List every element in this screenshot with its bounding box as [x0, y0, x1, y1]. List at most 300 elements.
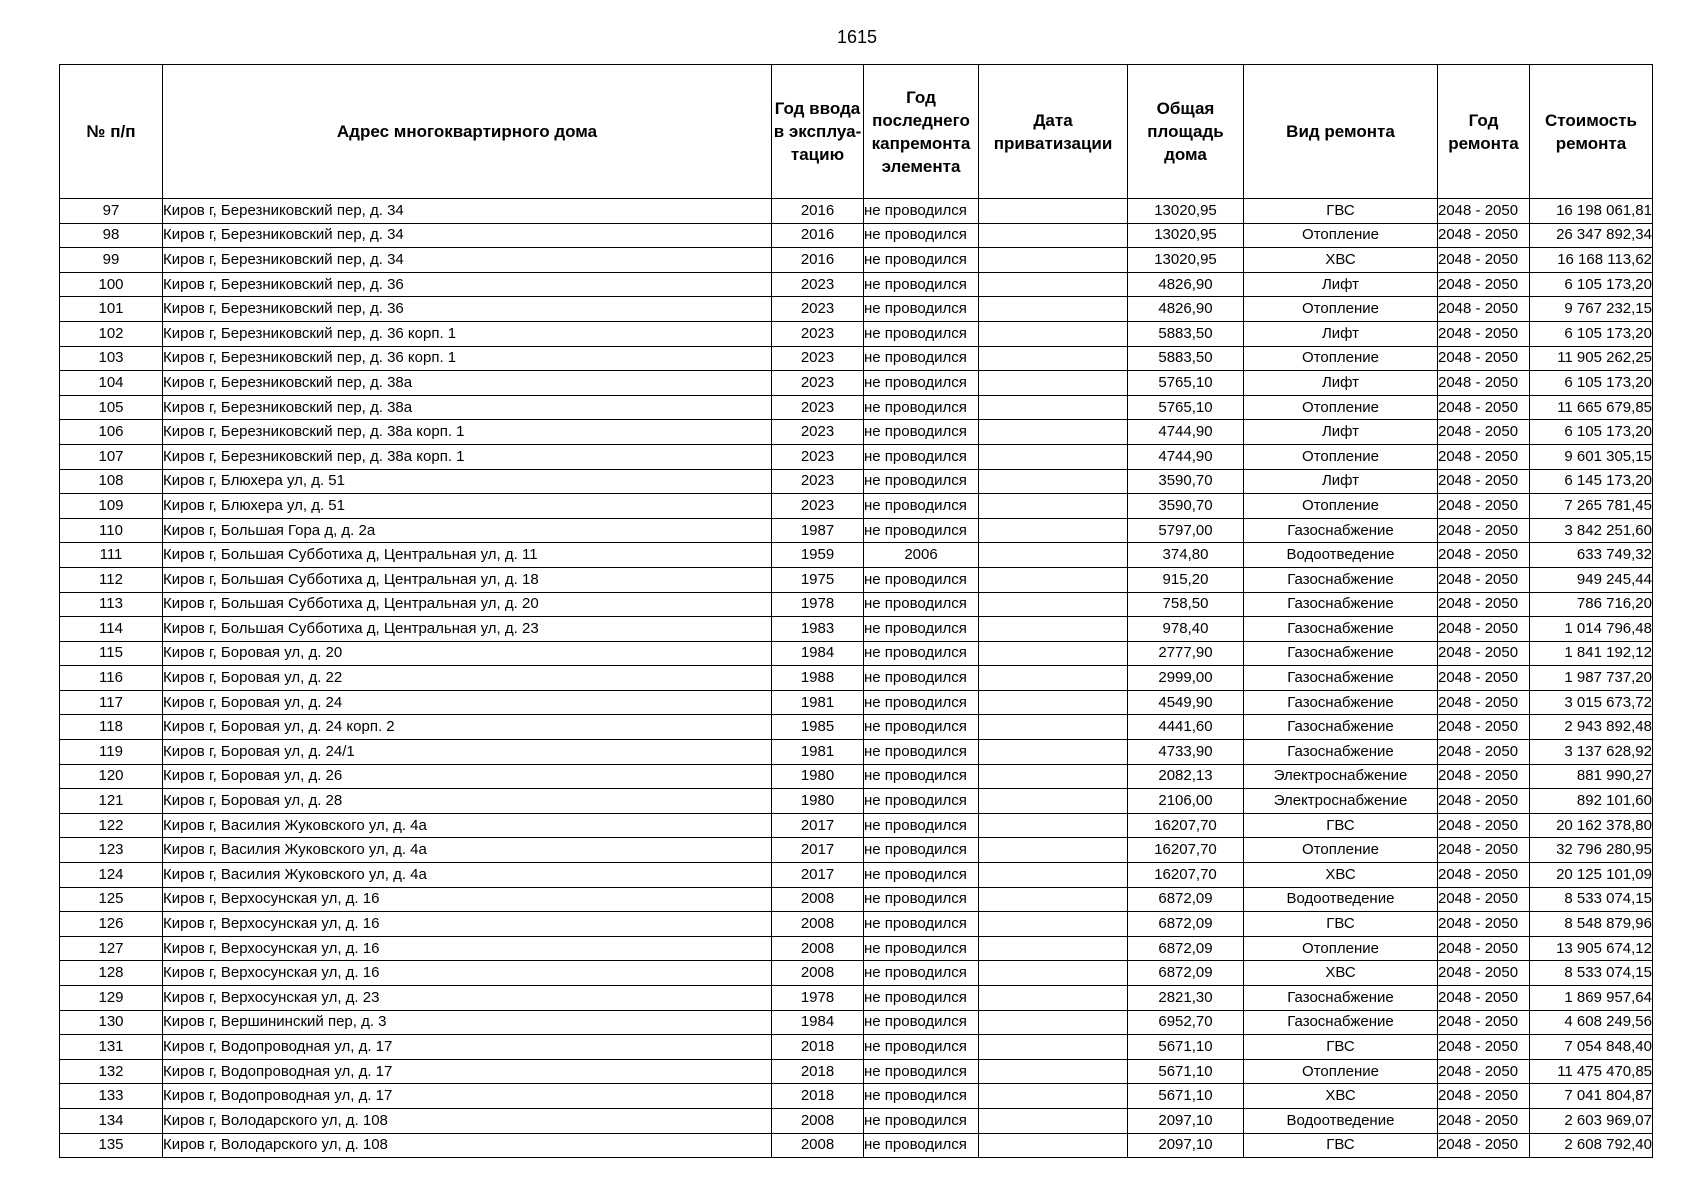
- cell-privatization: [979, 592, 1128, 617]
- cell-address: Киров г, Володарского ул, д. 108: [163, 1108, 772, 1133]
- cell-year-built: 2018: [772, 1035, 864, 1060]
- page-number: 1615: [836, 27, 878, 47]
- table-row: [60, 346, 1653, 371]
- cell-repair-year: 2048 - 2050: [1438, 1133, 1530, 1158]
- cell-year-built: 2023: [772, 420, 864, 445]
- cell-repair-year: 2048 - 2050: [1438, 567, 1530, 592]
- cell-year-built: 1980: [772, 764, 864, 789]
- cell-year-built: 2023: [772, 297, 864, 322]
- cell-num: 126: [60, 912, 163, 937]
- cell-year-built: 1988: [772, 666, 864, 691]
- cell-privatization: [979, 813, 1128, 838]
- cell-num: 131: [60, 1035, 163, 1060]
- cell-repair-type: Газоснабжение: [1244, 986, 1438, 1011]
- cell-cost: 11 475 470,85: [1530, 1059, 1653, 1084]
- cell-address: Киров г, Боровая ул, д. 28: [163, 789, 772, 814]
- table-row: [60, 543, 1653, 568]
- cell-address: Киров г, Березниковский пер, д. 34: [163, 223, 772, 248]
- cell-repair-type: Лифт: [1244, 420, 1438, 445]
- cell-num: 100: [60, 272, 163, 297]
- cell-area: 2777,90: [1128, 641, 1244, 666]
- cell-repair-year: 2048 - 2050: [1438, 813, 1530, 838]
- cell-privatization: [979, 887, 1128, 912]
- cell-num: 121: [60, 789, 163, 814]
- header-repair-type: Вид ремонта: [1244, 65, 1438, 199]
- cell-cost: 3 137 628,92: [1530, 740, 1653, 765]
- cell-cost: 2 943 892,48: [1530, 715, 1653, 740]
- cell-cost: 9 601 305,15: [1530, 444, 1653, 469]
- cell-repair-year: 2048 - 2050: [1438, 321, 1530, 346]
- cell-area: 13020,95: [1128, 248, 1244, 273]
- cell-repair-year: 2048 - 2050: [1438, 936, 1530, 961]
- cell-year-built: 1978: [772, 592, 864, 617]
- cell-cost: 7 041 804,87: [1530, 1084, 1653, 1109]
- cell-num: 101: [60, 297, 163, 322]
- cell-address: Киров г, Верхосунская ул, д. 16: [163, 887, 772, 912]
- table-row: [60, 199, 1653, 224]
- cell-address: Киров г, Боровая ул, д. 24 корп. 2: [163, 715, 772, 740]
- cell-area: 5671,10: [1128, 1084, 1244, 1109]
- cell-num: 108: [60, 469, 163, 494]
- cell-privatization: [979, 740, 1128, 765]
- cell-repair-type: Газоснабжение: [1244, 592, 1438, 617]
- cell-area: 978,40: [1128, 617, 1244, 642]
- cell-last-repair: не проводился: [864, 346, 979, 371]
- cell-year-built: 1984: [772, 641, 864, 666]
- header-repair-year: Год ремонта: [1438, 65, 1530, 199]
- cell-area: 915,20: [1128, 567, 1244, 592]
- cell-repair-type: Лифт: [1244, 272, 1438, 297]
- cell-privatization: [979, 297, 1128, 322]
- cell-repair-type: Газоснабжение: [1244, 567, 1438, 592]
- table-row: [60, 444, 1653, 469]
- cell-privatization: [979, 1084, 1128, 1109]
- cell-last-repair: не проводился: [864, 567, 979, 592]
- cell-last-repair: не проводился: [864, 469, 979, 494]
- cell-year-built: 2008: [772, 1133, 864, 1158]
- cell-year-built: 1980: [772, 789, 864, 814]
- cell-year-built: 2023: [772, 321, 864, 346]
- cell-address: Киров г, Верхосунская ул, д. 16: [163, 936, 772, 961]
- cell-year-built: 2023: [772, 346, 864, 371]
- cell-area: 16207,70: [1128, 863, 1244, 888]
- cell-num: 120: [60, 764, 163, 789]
- cell-last-repair: не проводился: [864, 248, 979, 273]
- cell-cost: 6 145 173,20: [1530, 469, 1653, 494]
- cell-repair-type: Водоотведение: [1244, 1108, 1438, 1133]
- cell-repair-year: 2048 - 2050: [1438, 297, 1530, 322]
- cell-repair-year: 2048 - 2050: [1438, 789, 1530, 814]
- cell-area: 2106,00: [1128, 789, 1244, 814]
- cell-address: Киров г, Березниковский пер, д. 38а корп. 1: [163, 420, 772, 445]
- cell-privatization: [979, 420, 1128, 445]
- cell-last-repair: не проводился: [864, 1133, 979, 1158]
- cell-last-repair: не проводился: [864, 592, 979, 617]
- table-row: [60, 690, 1653, 715]
- cell-year-built: 2023: [772, 444, 864, 469]
- cell-privatization: [979, 986, 1128, 1011]
- cell-address: Киров г, Боровая ул, д. 24/1: [163, 740, 772, 765]
- table-row: [60, 617, 1653, 642]
- cell-repair-year: 2048 - 2050: [1438, 248, 1530, 273]
- cell-address: Киров г, Березниковский пер, д. 38а: [163, 395, 772, 420]
- table-row: [60, 420, 1653, 445]
- cell-cost: 3 015 673,72: [1530, 690, 1653, 715]
- cell-repair-type: ХВС: [1244, 1084, 1438, 1109]
- cell-num: 111: [60, 543, 163, 568]
- cell-address: Киров г, Большая Субботиха д, Центральная ул, д. 18: [163, 567, 772, 592]
- cell-repair-year: 2048 - 2050: [1438, 666, 1530, 691]
- cell-year-built: 2008: [772, 1108, 864, 1133]
- cell-num: 118: [60, 715, 163, 740]
- cell-area: 16207,70: [1128, 838, 1244, 863]
- cell-repair-year: 2048 - 2050: [1438, 1108, 1530, 1133]
- table-body: [60, 199, 1653, 1158]
- cell-repair-year: 2048 - 2050: [1438, 887, 1530, 912]
- cell-cost: 1 841 192,12: [1530, 641, 1653, 666]
- cell-cost: 1 869 957,64: [1530, 986, 1653, 1011]
- cell-year-built: 2023: [772, 469, 864, 494]
- cell-year-built: 2016: [772, 248, 864, 273]
- cell-last-repair: не проводился: [864, 223, 979, 248]
- cell-repair-type: Отопление: [1244, 1059, 1438, 1084]
- cell-num: 116: [60, 666, 163, 691]
- cell-cost: 13 905 674,12: [1530, 936, 1653, 961]
- cell-last-repair: не проводился: [864, 518, 979, 543]
- cell-repair-type: Лифт: [1244, 371, 1438, 396]
- table-row: [60, 272, 1653, 297]
- cell-area: 13020,95: [1128, 223, 1244, 248]
- cell-cost: 3 842 251,60: [1530, 518, 1653, 543]
- table-row: [60, 641, 1653, 666]
- cell-address: Киров г, Березниковский пер, д. 36: [163, 272, 772, 297]
- cell-privatization: [979, 272, 1128, 297]
- cell-num: 129: [60, 986, 163, 1011]
- cell-area: 5765,10: [1128, 371, 1244, 396]
- cell-last-repair: не проводился: [864, 371, 979, 396]
- cell-num: 132: [60, 1059, 163, 1084]
- cell-area: 6872,09: [1128, 912, 1244, 937]
- cell-cost: 16 198 061,81: [1530, 199, 1653, 224]
- header-year-built: Год ввода в эксплуа- тацию: [772, 65, 864, 199]
- cell-last-repair: не проводился: [864, 863, 979, 888]
- cell-year-built: 1987: [772, 518, 864, 543]
- cell-area: 2082,13: [1128, 764, 1244, 789]
- cell-repair-year: 2048 - 2050: [1438, 863, 1530, 888]
- cell-repair-type: Лифт: [1244, 321, 1438, 346]
- cell-num: 124: [60, 863, 163, 888]
- cell-address: Киров г, Вершининский пер, д. 3: [163, 1010, 772, 1035]
- cell-repair-type: Отопление: [1244, 838, 1438, 863]
- cell-repair-year: 2048 - 2050: [1438, 469, 1530, 494]
- cell-privatization: [979, 1059, 1128, 1084]
- cell-cost: 6 105 173,20: [1530, 420, 1653, 445]
- cell-address: Киров г, Березниковский пер, д. 34: [163, 248, 772, 273]
- cell-repair-year: 2048 - 2050: [1438, 346, 1530, 371]
- table-row: [60, 395, 1653, 420]
- cell-area: 2097,10: [1128, 1133, 1244, 1158]
- cell-cost: 2 603 969,07: [1530, 1108, 1653, 1133]
- cell-last-repair: не проводился: [864, 395, 979, 420]
- cell-address: Киров г, Верхосунская ул, д. 23: [163, 986, 772, 1011]
- cell-cost: 1 987 737,20: [1530, 666, 1653, 691]
- cell-privatization: [979, 567, 1128, 592]
- cell-privatization: [979, 617, 1128, 642]
- cell-repair-year: 2048 - 2050: [1438, 764, 1530, 789]
- cell-num: 103: [60, 346, 163, 371]
- cell-num: 119: [60, 740, 163, 765]
- cell-last-repair: не проводился: [864, 789, 979, 814]
- cell-num: 114: [60, 617, 163, 642]
- cell-year-built: 2017: [772, 838, 864, 863]
- cell-last-repair: не проводился: [864, 1084, 979, 1109]
- cell-privatization: [979, 346, 1128, 371]
- repair-table: [59, 64, 1653, 1158]
- cell-repair-type: Газоснабжение: [1244, 641, 1438, 666]
- cell-repair-year: 2048 - 2050: [1438, 617, 1530, 642]
- cell-num: 113: [60, 592, 163, 617]
- cell-repair-type: Газоснабжение: [1244, 518, 1438, 543]
- table-row: [60, 1010, 1653, 1035]
- cell-year-built: 1981: [772, 690, 864, 715]
- cell-address: Киров г, Большая Субботиха д, Центральная ул, д. 23: [163, 617, 772, 642]
- cell-year-built: 1978: [772, 986, 864, 1011]
- cell-cost: 6 105 173,20: [1530, 272, 1653, 297]
- table-row: [60, 567, 1653, 592]
- cell-address: Киров г, Василия Жуковского ул, д. 4а: [163, 863, 772, 888]
- cell-year-built: 1959: [772, 543, 864, 568]
- cell-address: Киров г, Большая Субботиха д, Центральная ул, д. 20: [163, 592, 772, 617]
- cell-privatization: [979, 543, 1128, 568]
- cell-last-repair: не проводился: [864, 715, 979, 740]
- cell-area: 5797,00: [1128, 518, 1244, 543]
- table-row: [60, 1133, 1653, 1158]
- cell-privatization: [979, 838, 1128, 863]
- cell-address: Киров г, Водопроводная ул, д. 17: [163, 1084, 772, 1109]
- cell-last-repair: не проводился: [864, 1059, 979, 1084]
- cell-cost: 949 245,44: [1530, 567, 1653, 592]
- cell-area: 6872,09: [1128, 961, 1244, 986]
- cell-last-repair: не проводился: [864, 764, 979, 789]
- cell-year-built: 1983: [772, 617, 864, 642]
- cell-repair-year: 2048 - 2050: [1438, 740, 1530, 765]
- cell-address: Киров г, Березниковский пер, д. 38а: [163, 371, 772, 396]
- cell-last-repair: не проводился: [864, 494, 979, 519]
- cell-area: 3590,70: [1128, 469, 1244, 494]
- cell-cost: 20 125 101,09: [1530, 863, 1653, 888]
- table-header: [60, 65, 1653, 199]
- cell-last-repair: 2006: [864, 543, 979, 568]
- cell-privatization: [979, 395, 1128, 420]
- cell-last-repair: не проводился: [864, 272, 979, 297]
- cell-year-built: 1985: [772, 715, 864, 740]
- cell-year-built: 2008: [772, 961, 864, 986]
- cell-cost: 20 162 378,80: [1530, 813, 1653, 838]
- cell-area: 5671,10: [1128, 1059, 1244, 1084]
- cell-cost: 1 014 796,48: [1530, 617, 1653, 642]
- cell-repair-year: 2048 - 2050: [1438, 395, 1530, 420]
- cell-repair-type: Газоснабжение: [1244, 617, 1438, 642]
- cell-privatization: [979, 1133, 1128, 1158]
- cell-cost: 786 716,20: [1530, 592, 1653, 617]
- cell-year-built: 1975: [772, 567, 864, 592]
- table-row: [60, 1108, 1653, 1133]
- cell-year-built: 2017: [772, 813, 864, 838]
- cell-num: 99: [60, 248, 163, 273]
- cell-num: 106: [60, 420, 163, 445]
- cell-privatization: [979, 321, 1128, 346]
- cell-year-built: 2018: [772, 1059, 864, 1084]
- cell-repair-type: ХВС: [1244, 961, 1438, 986]
- cell-privatization: [979, 1010, 1128, 1035]
- cell-area: 4826,90: [1128, 297, 1244, 322]
- cell-repair-type: ГВС: [1244, 1133, 1438, 1158]
- cell-area: 5671,10: [1128, 1035, 1244, 1060]
- cell-cost: 4 608 249,56: [1530, 1010, 1653, 1035]
- cell-address: Киров г, Боровая ул, д. 26: [163, 764, 772, 789]
- cell-num: 130: [60, 1010, 163, 1035]
- cell-num: 115: [60, 641, 163, 666]
- cell-cost: 16 168 113,62: [1530, 248, 1653, 273]
- cell-year-built: 1981: [772, 740, 864, 765]
- cell-num: 105: [60, 395, 163, 420]
- cell-last-repair: не проводился: [864, 961, 979, 986]
- cell-area: 5883,50: [1128, 346, 1244, 371]
- cell-repair-year: 2048 - 2050: [1438, 420, 1530, 445]
- cell-address: Киров г, Блюхера ул, д. 51: [163, 494, 772, 519]
- cell-last-repair: не проводился: [864, 1035, 979, 1060]
- cell-address: Киров г, Большая Гора д, д. 2а: [163, 518, 772, 543]
- cell-cost: 6 105 173,20: [1530, 371, 1653, 396]
- cell-cost: 633 749,32: [1530, 543, 1653, 568]
- cell-privatization: [979, 936, 1128, 961]
- cell-repair-type: Водоотведение: [1244, 543, 1438, 568]
- cell-last-repair: не проводился: [864, 666, 979, 691]
- cell-last-repair: не проводился: [864, 912, 979, 937]
- cell-privatization: [979, 1035, 1128, 1060]
- cell-address: Киров г, Верхосунская ул, д. 16: [163, 961, 772, 986]
- cell-privatization: [979, 690, 1128, 715]
- cell-last-repair: не проводился: [864, 199, 979, 224]
- cell-address: Киров г, Водопроводная ул, д. 17: [163, 1035, 772, 1060]
- cell-num: 112: [60, 567, 163, 592]
- cell-year-built: 2008: [772, 936, 864, 961]
- cell-address: Киров г, Василия Жуковского ул, д. 4а: [163, 838, 772, 863]
- cell-repair-year: 2048 - 2050: [1438, 1010, 1530, 1035]
- cell-area: 5883,50: [1128, 321, 1244, 346]
- cell-cost: 8 533 074,15: [1530, 961, 1653, 986]
- cell-address: Киров г, Блюхера ул, д. 51: [163, 469, 772, 494]
- cell-num: 125: [60, 887, 163, 912]
- table-row: [60, 764, 1653, 789]
- cell-privatization: [979, 494, 1128, 519]
- cell-last-repair: не проводился: [864, 813, 979, 838]
- cell-cost: 9 767 232,15: [1530, 297, 1653, 322]
- table-row: [60, 223, 1653, 248]
- cell-area: 6952,70: [1128, 1010, 1244, 1035]
- cell-num: 134: [60, 1108, 163, 1133]
- cell-num: 107: [60, 444, 163, 469]
- cell-repair-year: 2048 - 2050: [1438, 690, 1530, 715]
- cell-repair-year: 2048 - 2050: [1438, 272, 1530, 297]
- cell-num: 123: [60, 838, 163, 863]
- cell-area: 2821,30: [1128, 986, 1244, 1011]
- cell-last-repair: не проводился: [864, 321, 979, 346]
- cell-last-repair: не проводился: [864, 936, 979, 961]
- header-privatization: Дата приватизации: [979, 65, 1128, 199]
- table-row: [60, 863, 1653, 888]
- table-row: [60, 986, 1653, 1011]
- cell-num: 128: [60, 961, 163, 986]
- cell-repair-type: Лифт: [1244, 469, 1438, 494]
- cell-num: 98: [60, 223, 163, 248]
- cell-repair-type: Отопление: [1244, 444, 1438, 469]
- cell-num: 122: [60, 813, 163, 838]
- cell-repair-type: Водоотведение: [1244, 887, 1438, 912]
- cell-repair-type: Отопление: [1244, 223, 1438, 248]
- cell-area: 2097,10: [1128, 1108, 1244, 1133]
- cell-area: 4549,90: [1128, 690, 1244, 715]
- cell-address: Киров г, Березниковский пер, д. 38а корп. 1: [163, 444, 772, 469]
- cell-cost: 2 608 792,40: [1530, 1133, 1653, 1158]
- cell-privatization: [979, 1108, 1128, 1133]
- cell-last-repair: не проводился: [864, 617, 979, 642]
- cell-num: 104: [60, 371, 163, 396]
- cell-cost: 7 054 848,40: [1530, 1035, 1653, 1060]
- table-row: [60, 248, 1653, 273]
- cell-address: Киров г, Боровая ул, д. 24: [163, 690, 772, 715]
- cell-repair-type: Отопление: [1244, 346, 1438, 371]
- header-last-repair: Год последнего капремонта элемента: [864, 65, 979, 199]
- cell-privatization: [979, 764, 1128, 789]
- cell-area: 13020,95: [1128, 199, 1244, 224]
- cell-address: Киров г, Верхосунская ул, д. 16: [163, 912, 772, 937]
- cell-address: Киров г, Березниковский пер, д. 36 корп. 1: [163, 321, 772, 346]
- cell-repair-year: 2048 - 2050: [1438, 494, 1530, 519]
- table-row: [60, 494, 1653, 519]
- cell-repair-year: 2048 - 2050: [1438, 518, 1530, 543]
- cell-repair-type: Отопление: [1244, 936, 1438, 961]
- cell-privatization: [979, 444, 1128, 469]
- table-row: [60, 321, 1653, 346]
- cell-repair-type: ГВС: [1244, 199, 1438, 224]
- cell-repair-type: Газоснабжение: [1244, 666, 1438, 691]
- cell-cost: 26 347 892,34: [1530, 223, 1653, 248]
- cell-cost: 32 796 280,95: [1530, 838, 1653, 863]
- table-row: [60, 666, 1653, 691]
- cell-address: Киров г, Водопроводная ул, д. 17: [163, 1059, 772, 1084]
- cell-repair-year: 2048 - 2050: [1438, 715, 1530, 740]
- cell-address: Киров г, Боровая ул, д. 20: [163, 641, 772, 666]
- cell-area: 2999,00: [1128, 666, 1244, 691]
- cell-last-repair: не проводился: [864, 1108, 979, 1133]
- cell-privatization: [979, 199, 1128, 224]
- cell-address: Киров г, Большая Субботиха д, Центральная ул, д. 11: [163, 543, 772, 568]
- cell-year-built: 2023: [772, 371, 864, 396]
- table-row: [60, 469, 1653, 494]
- cell-repair-type: ХВС: [1244, 248, 1438, 273]
- table-row: [60, 740, 1653, 765]
- cell-privatization: [979, 961, 1128, 986]
- cell-num: 110: [60, 518, 163, 543]
- cell-num: 109: [60, 494, 163, 519]
- cell-year-built: 2023: [772, 395, 864, 420]
- cell-year-built: 2016: [772, 199, 864, 224]
- table-row: [60, 838, 1653, 863]
- cell-repair-type: Электроснабжение: [1244, 764, 1438, 789]
- cell-area: 4826,90: [1128, 272, 1244, 297]
- table-row: [60, 715, 1653, 740]
